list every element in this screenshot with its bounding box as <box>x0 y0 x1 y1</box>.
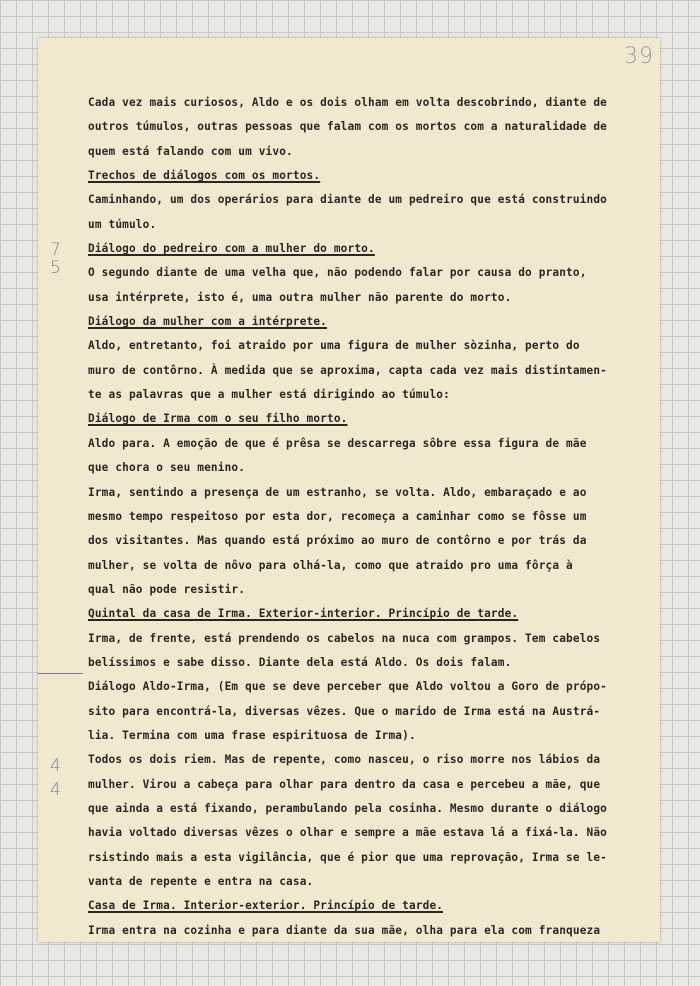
margin-line <box>38 673 83 674</box>
margin-mark: 4 <box>50 780 61 800</box>
text-line: Cada vez mais curiosos, Aldo e os dois olham em volta descobrindo, diante de <box>88 96 608 109</box>
margin-mark: 4 <box>50 756 61 776</box>
document-body <box>88 91 656 943</box>
text-line: Aldo, entretanto, foi atraido por uma figura de mulher sòzinha, perto do <box>88 339 580 353</box>
scene-heading: Casa de Irma. Interior-exterior. Princípio de tarde. <box>88 899 444 913</box>
margin-mark: 5 <box>50 258 61 278</box>
text-line: lia. Termina com uma frase espirituosa de Irma). <box>88 728 416 742</box>
text-line: Caminhando, um dos operários para diante de um pedreiro que está construindo <box>88 193 608 207</box>
text-line: qual não pode resistir. <box>88 582 246 596</box>
page-number: 39 <box>624 44 654 69</box>
text-line: Diálogo Aldo-Irma, (Em que se deve perceber que Aldo voltou a Goro de própo- <box>88 680 608 694</box>
text-line: usa intérprete, isto é, uma outra mulher não parente do morto. <box>88 290 512 304</box>
scene-heading: Trechos de diálogos com os mortos. <box>88 169 321 183</box>
text-line: havia voltado diversas vêzes o olhar e sempre a mãe estava lá a fixá-la. Não <box>88 826 608 840</box>
scene-heading: Diálogo da mulher com a intérprete. <box>88 315 328 329</box>
text-line: rsistindo mais a esta vigilância, que é pior que uma reprovação, Irma se le- <box>88 850 608 864</box>
text-line: dos visitantes. Mas quando está próximo ao muro de contôrno e por trás da <box>88 534 587 548</box>
text-line: quem está falando com um vivo. <box>88 144 293 158</box>
text-line: mulher, se volta de nôvo para olhá-la, como que atraido pro uma fôrça à <box>88 558 573 572</box>
text-line: mulher. Virou a cabeça para olhar para dentro da casa e percebeu a mãe, que <box>88 777 601 791</box>
text-line: que chora o seu menino. <box>88 461 246 475</box>
margin-mark: 7 <box>50 240 61 260</box>
text-line: um túmulo. <box>88 217 157 231</box>
scene-heading: Diálogo de Irma com o seu filho morto. <box>88 412 348 426</box>
text-line: Irma, de frente, está prendendo os cabelos na nuca com grampos. Tem cabelos <box>88 631 601 645</box>
text-line: Irma entra na cozinha e para diante da sua mãe, olha para ela com franqueza <box>88 923 601 937</box>
text-line: mesmo tempo respeitoso por esta dor, recomeça a caminhar como se fôsse um <box>88 509 587 523</box>
text-line: muro de contôrno. À medida que se aproxima, capta cada vez mais distintamen- <box>88 363 608 377</box>
text-line: Todos os dois riem. Mas de repente, como nasceu, o riso morre nos lábios da <box>88 753 601 767</box>
text-line: Aldo para. A emoção de que é prêsa se descarrega sôbre essa figura de mãe <box>88 436 587 450</box>
text-line: sito para encontrá-la, diversas vêzes. Que o marido de Irma está na Austrá- <box>88 704 601 718</box>
text-line: que ainda a está fixando, perambulando pela cosinha. Mesmo durante o diálogo <box>88 801 608 815</box>
scene-heading: Diálogo do pedreiro com a mulher do morto. <box>88 242 375 256</box>
text-line: te as palavras que a mulher está dirigindo ao túmulo: <box>88 388 450 402</box>
text-line: Irma, sentindo a presença de um estranho, se volta. Aldo, embaraçado e ao <box>88 485 587 499</box>
text-line: belíssimos e sabe disso. Diante dela está Aldo. Os dois falam. <box>88 655 512 669</box>
text-line: O segundo diante de uma velha que, não podendo falar por causa do pranto, <box>88 266 587 280</box>
text-line: outros túmulos, outras pessoas que falam com os mortos com a naturalidade de <box>88 120 608 134</box>
text-line: vanta de repente e entra na casa. <box>88 875 314 888</box>
typewritten-page <box>38 38 660 942</box>
scene-heading: Quintal da casa de Irma. Exterior-interior. Princípio de tarde. <box>88 607 519 621</box>
